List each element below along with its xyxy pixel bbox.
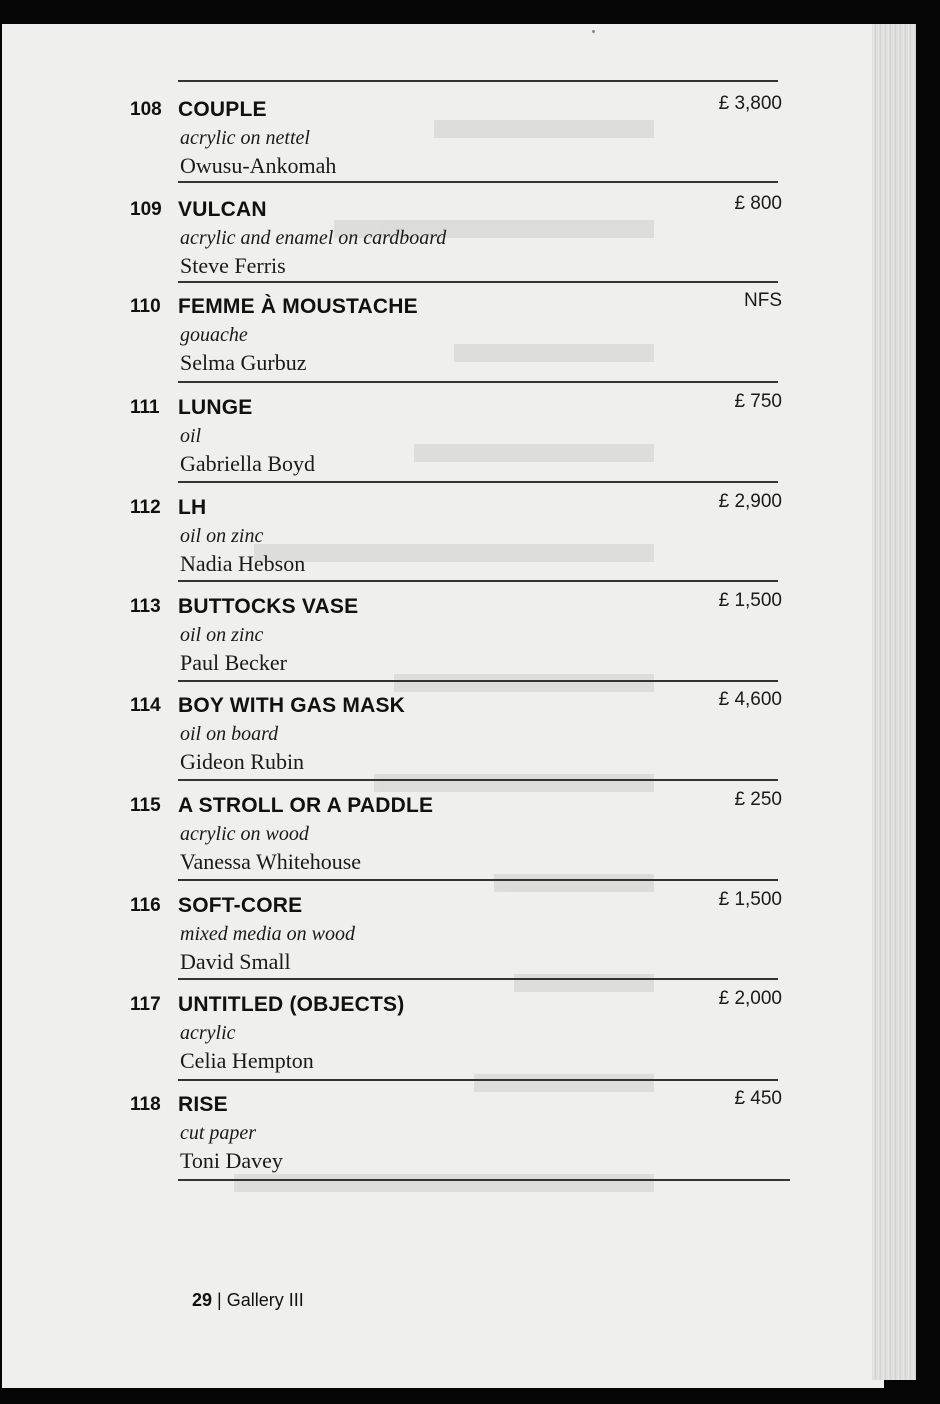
entry-divider (178, 181, 778, 183)
entry-divider (178, 680, 778, 682)
entry-price: £ 3,800 (718, 93, 782, 114)
entry-artist: Gabriella Boyd (180, 451, 316, 476)
entry-divider (178, 1079, 778, 1081)
entry-number: 109 (130, 199, 162, 220)
entry-title: LH (178, 496, 207, 519)
entry-divider (178, 281, 778, 283)
entry-divider (178, 381, 778, 383)
entry-artist: Selma Gurbuz (180, 350, 307, 375)
entry-number: 116 (130, 895, 161, 916)
entry-artist: Gideon Rubin (180, 749, 305, 774)
entry-medium: acrylic on nettel (180, 127, 310, 149)
entry-title: A STROLL OR A PADDLE (178, 794, 434, 817)
entry-artist: Toni Davey (180, 1148, 283, 1173)
entry-price: £ 800 (734, 193, 782, 214)
entry-price: £ 250 (734, 789, 782, 810)
entry-medium: oil on zinc (180, 525, 264, 547)
entry-number: 117 (130, 994, 161, 1015)
entry-price: £ 1,500 (718, 889, 782, 910)
entry-price: £ 4,600 (718, 689, 782, 710)
entry-title: RISE (178, 1093, 228, 1116)
entry-number: 112 (130, 497, 161, 518)
entry-title: BUTTOCKS VASE (178, 595, 359, 618)
entry-title: LUNGE (178, 396, 253, 419)
entry-artist: Vanessa Whitehouse (180, 849, 362, 874)
page-edges (872, 24, 916, 1380)
entry-artist: Steve Ferris (180, 253, 286, 278)
entry-artist: Paul Becker (180, 650, 287, 675)
entry-number: 113 (130, 596, 161, 617)
entry-artist: Celia Hempton (180, 1048, 314, 1073)
entry-number: 118 (130, 1094, 161, 1115)
entry-medium: cut paper (180, 1122, 257, 1144)
entry-medium: acrylic (180, 1022, 236, 1044)
entry-artist: David Small (180, 949, 291, 974)
entry-title: VULCAN (178, 198, 267, 221)
entry-number: 114 (130, 695, 161, 716)
page-footer (192, 1290, 304, 1311)
entry-title: COUPLE (178, 98, 267, 121)
entry-price: NFS (744, 290, 782, 311)
section-name: Gallery III (226, 1290, 304, 1310)
entry-medium: gouache (180, 324, 248, 346)
entry-number: 111 (130, 397, 160, 418)
entry-number: 115 (130, 795, 161, 816)
entry-price: £ 2,900 (718, 491, 782, 512)
entry-artist: Owusu-Ankomah (180, 153, 337, 178)
entry-divider (178, 580, 778, 582)
entry-title: UNTITLED (OBJECTS) (178, 993, 405, 1016)
entry-price: £ 750 (734, 391, 782, 412)
entry-divider (178, 1179, 790, 1181)
print-mark (592, 30, 595, 33)
entry-title: SOFT-CORE (178, 894, 303, 917)
catalogue-page (2, 24, 884, 1388)
entry-price: £ 450 (734, 1088, 782, 1109)
page-number: 29 (192, 1290, 213, 1310)
entry-divider (178, 978, 778, 980)
entry-price: £ 1,500 (718, 590, 782, 611)
entry-number: 108 (130, 99, 162, 120)
entry-number: 110 (130, 296, 161, 317)
entry-artist: Nadia Hebson (180, 551, 306, 576)
entry-medium: acrylic on wood (180, 823, 309, 845)
entry-price: £ 2,000 (718, 988, 782, 1009)
footer-separator: | (217, 1290, 222, 1310)
entry-medium: oil on board (180, 723, 279, 745)
entry-divider (178, 80, 778, 82)
entry-medium: acrylic and enamel on cardboard (180, 227, 447, 249)
entry-medium: mixed media on wood (180, 923, 355, 945)
entry-divider (178, 481, 778, 483)
entry-title: FEMME À MOUSTACHE (178, 295, 418, 318)
entry-medium: oil on zinc (180, 624, 264, 646)
entry-title: BOY WITH GAS MASK (178, 694, 406, 717)
entry-divider (178, 879, 778, 881)
entry-divider (178, 779, 778, 781)
entry-medium: oil (180, 425, 202, 447)
